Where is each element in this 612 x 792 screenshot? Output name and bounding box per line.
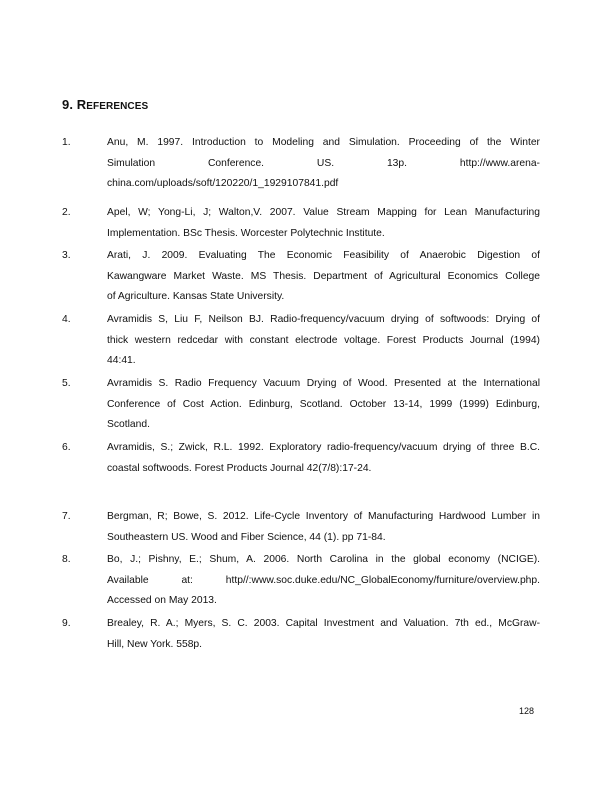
reference-line: 44:41. bbox=[107, 355, 136, 366]
reference-line: Hill, New York. 558p. bbox=[107, 638, 203, 650]
reference-item bbox=[62, 550, 540, 612]
reference-item bbox=[62, 374, 540, 436]
reference-line: Conference of Cost Action. Edinburg, Scotland. October 13-14, 1999 (1999) Edinburg, bbox=[107, 398, 540, 410]
section-heading bbox=[62, 97, 148, 112]
reference-number: 3. bbox=[62, 250, 71, 261]
reference-item bbox=[62, 438, 540, 479]
reference-line: Avramidis, S.; Zwick, R.L. 1992. Exploratory radio-frequency/vacuum drying of three B.C. bbox=[107, 442, 540, 453]
reference-line: Southeastern US. Wood and Fiber Science, 44 (1). pp 71-84. bbox=[107, 531, 386, 543]
reference-line: Available at: http//:www.soc.duke.edu/NC_GlobalEconomy/furniture/overview.php. bbox=[107, 574, 540, 586]
reference-line: Implementation. BSc Thesis. Worcester Polytechnic Institute. bbox=[107, 227, 385, 239]
reference-text bbox=[107, 507, 540, 548]
reference-number: 5. bbox=[62, 378, 71, 389]
reference-text bbox=[107, 310, 540, 372]
reference-text bbox=[107, 374, 540, 436]
reference-item bbox=[62, 246, 540, 308]
reference-line: Scotland. bbox=[107, 419, 150, 430]
reference-line: Arati, J. 2009. Evaluating The Economic Feasibility of Anaerobic Digestion of bbox=[107, 250, 540, 261]
reference-item bbox=[62, 614, 540, 655]
reference-item bbox=[62, 133, 540, 195]
reference-text bbox=[107, 246, 540, 308]
reference-line: china.com/uploads/soft/120220/1_1929107841.pdf bbox=[107, 178, 339, 189]
reference-number: 1. bbox=[62, 137, 71, 148]
reference-number: 6. bbox=[62, 442, 71, 453]
reference-number: 9. bbox=[62, 618, 71, 629]
reference-number: 4. bbox=[62, 314, 71, 325]
reference-line: Avramidis S, Liu F, Neilson BJ. Radio-frequency/vacuum drying of softwoods: Drying of bbox=[107, 314, 540, 325]
reference-text bbox=[107, 614, 540, 655]
section-title-initial: R bbox=[76, 97, 87, 112]
reference-text bbox=[107, 133, 540, 195]
reference-line: Avramidis S. Radio Frequency Vacuum Drying of Wood. Presented at the International bbox=[107, 378, 540, 389]
reference-text bbox=[107, 550, 540, 612]
reference-text bbox=[107, 203, 540, 244]
reference-item bbox=[62, 507, 540, 548]
reference-number: 2. bbox=[62, 207, 71, 218]
reference-line: Apel, W; Yong-Li, J; Walton,V. 2007. Value Stream Mapping for Lean Manufacturing bbox=[107, 207, 540, 218]
reference-number: 8. bbox=[62, 554, 71, 565]
reference-number: 7. bbox=[62, 511, 71, 522]
reference-line: Anu, M. 1997. Introduction to Modeling and Simulation. Proceeding of the Winter bbox=[107, 137, 540, 148]
reference-item bbox=[62, 310, 540, 372]
reference-line: Simulation Conference. US. 13p. http://www.arena- bbox=[107, 157, 540, 169]
reference-line: Accessed on May 2013. bbox=[107, 595, 217, 606]
reference-line: thick western redcedar with constant electrode voltage. Forest Products Journal (1994) bbox=[107, 334, 540, 346]
reference-text bbox=[107, 438, 540, 479]
section-number: 9. bbox=[62, 97, 74, 112]
reference-line: Kawangware Market Waste. MS Thesis. Department of Agricultural Economics College bbox=[107, 270, 540, 282]
reference-line: coastal softwoods. Forest Products Journal 42(7/8):17-24. bbox=[107, 462, 372, 474]
reference-line: of Agriculture. Kansas State University. bbox=[107, 291, 285, 302]
reference-line: Brealey, R. A.; Myers, S. C. 2003. Capital Investment and Valuation. 7th ed., McGraw- bbox=[107, 618, 540, 629]
reference-line: Bo, J.; Pishny, E.; Shum, A. 2006. North Carolina in the global economy (NCIGE). bbox=[107, 554, 540, 565]
reference-line: Bergman, R; Bowe, S. 2012. Life-Cycle Inventory of Manufacturing Hardwood Lumber in bbox=[107, 511, 540, 522]
reference-item bbox=[62, 203, 540, 244]
section-title-rest: EFERENCES bbox=[86, 101, 149, 112]
page-number: 128 bbox=[519, 706, 535, 716]
